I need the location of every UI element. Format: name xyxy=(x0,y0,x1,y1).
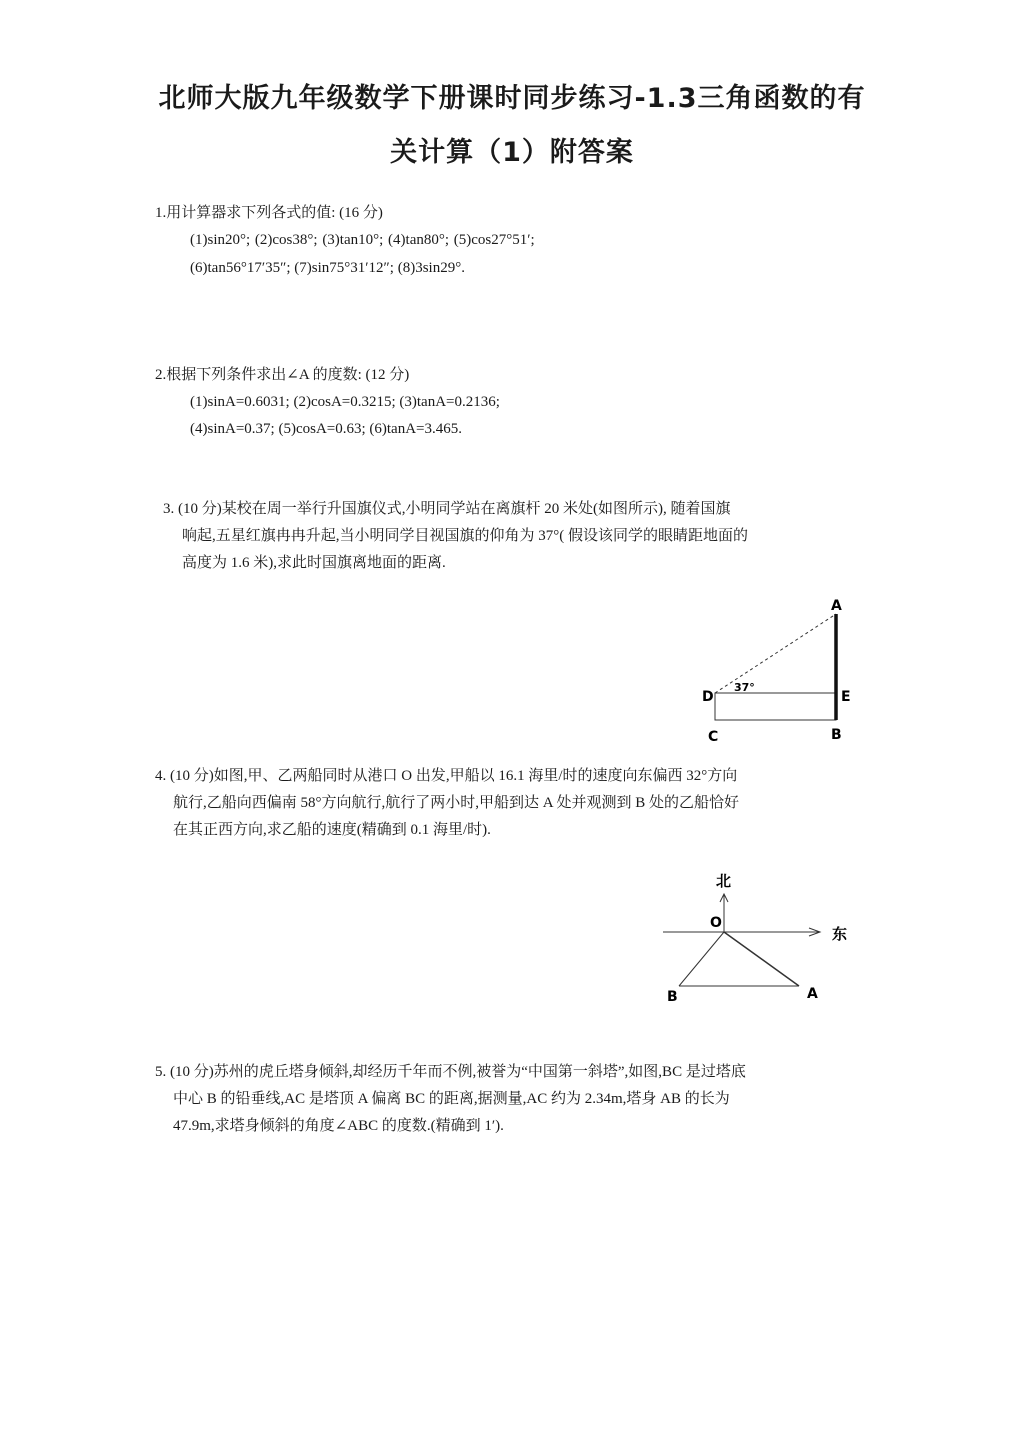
q3-label-a: A xyxy=(831,598,842,614)
page-title-line-1: 北师大版九年级数学下册课时同步练习-1.3三角函数的有 xyxy=(158,83,866,114)
q4-navigation-figure xyxy=(655,862,865,1012)
q4-text-line-1: 4. (10 分)如图,甲、乙两船同时从港口 O 出发,甲船以 16.1 海里/时的速度向东偏西 32°方向 xyxy=(155,768,738,784)
q3-text-line-3: 高度为 1.6 米),求此时国旗离地面的距离. xyxy=(182,555,446,571)
q5-text-line-2: 中心 B 的铅垂线,AC 是塔顶 A 偏离 BC 的距离,据测量,AC 约为 2.34m,塔身 AB 的长为 xyxy=(173,1091,730,1107)
q1-row-2: (6)tan56°17′35″; (7)sin75°31′12″; (8)3sin29°. xyxy=(190,260,465,276)
q2-row-2: (4)sinA=0.37; (5)cosA=0.63; (6)tanA=3.465. xyxy=(190,421,463,437)
q3-label-b: B xyxy=(831,727,842,743)
q3-text-line-2: 响起,五星红旗冉冉升起,当小明同学目视国旗的仰角为 37°( 假设该同学的眼睛距地面的 xyxy=(182,528,748,544)
q3-angle-label: 37° xyxy=(734,681,755,694)
q3-ground-rectangle xyxy=(715,693,836,720)
q4-text-line-3: 在其正西方向,求乙船的速度(精确到 0.1 海里/时). xyxy=(173,822,491,838)
q1-stem: 1.用计算器求下列各式的值: (16 分) xyxy=(155,205,383,221)
q2-row-1: (1)sinA=0.6031; (2)cosA=0.3215; (3)tanA=0.2136; xyxy=(190,394,500,410)
q3-flagpole-figure xyxy=(690,590,870,750)
q5-text-line-3: 47.9m,求塔身倾斜的角度∠ABC 的度数.(精确到 1′). xyxy=(173,1118,504,1134)
q4-text-line-2: 航行,乙船向西偏南 58°方向航行,航行了两小时,甲船到达 A 处并观测到 B 处的乙船恰好 xyxy=(173,795,740,811)
page-title-line-2: 关计算（1）附答案 xyxy=(390,137,634,168)
q1-row-1: (1)sin20°; (2)cos38°; (3)tan10°; (4)tan80°; (5)cos27°51′; xyxy=(190,232,535,248)
q4-line-ob xyxy=(679,932,724,986)
q4-label-a: A xyxy=(807,986,818,1002)
q3-label-e: E xyxy=(841,689,851,705)
q4-label-o: O xyxy=(710,915,722,931)
q3-text-line-1: 3. (10 分)某校在周一举行升国旗仪式,小明同学站在离旗杆 20 米处(如图所示), 随着国旗 xyxy=(163,501,731,517)
q2-stem: 2.根据下列条件求出∠A 的度数: (12 分) xyxy=(155,367,410,383)
q3-label-d: D xyxy=(702,689,714,705)
q4-line-oa xyxy=(724,932,799,986)
q4-label-east: 东 xyxy=(832,925,848,943)
q4-label-b: B xyxy=(667,989,678,1005)
q5-text-line-1: 5. (10 分)苏州的虎丘塔身倾斜,却经历千年而不例,被誉为“中国第一斜塔”,如图,BC 是过塔底 xyxy=(155,1064,746,1080)
q3-label-c: C xyxy=(708,729,719,745)
q4-label-north: 北 xyxy=(716,872,732,890)
